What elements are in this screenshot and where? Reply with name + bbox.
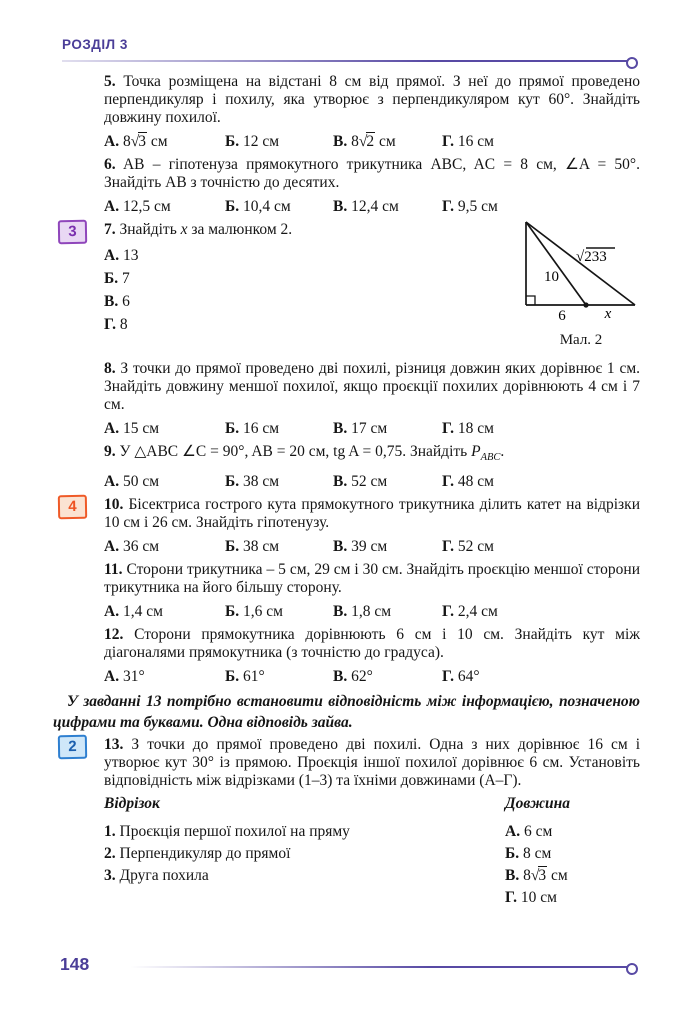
lengths-column (505, 795, 640, 909)
answer-option-v (333, 473, 442, 491)
option-value: 10 см (520, 889, 557, 907)
option-value: 38 см (243, 538, 280, 556)
answer-option-b (225, 473, 333, 491)
item-number: 3. (104, 867, 116, 885)
radicand: 233 (584, 249, 607, 265)
option-value: 52 см (457, 538, 494, 556)
length-option-a (505, 821, 640, 843)
hypotenuse-label (576, 249, 607, 265)
option-letter: А. (104, 603, 120, 621)
base-left-label: 6 (558, 308, 566, 322)
problem-11-options (104, 603, 640, 621)
length-option-g (505, 887, 640, 909)
option-value: 8 (351, 133, 359, 150)
option-letter: А. (104, 538, 120, 556)
footer-rule (130, 966, 628, 968)
page-content (53, 73, 640, 909)
problem-5-text (104, 73, 640, 127)
answer-option-b (225, 668, 333, 686)
option-letter: Г. (442, 473, 454, 491)
answer-option-g (442, 198, 498, 216)
option-value: 16 см (243, 420, 280, 437)
sqrt-symbol: √ (576, 249, 585, 265)
triangle-diagram (512, 212, 650, 322)
option-value: 64° (457, 668, 480, 686)
problem-number: 5. (104, 73, 116, 90)
option-letter: В. (104, 293, 119, 310)
answer-option-g (442, 420, 494, 438)
problem-12 (53, 626, 640, 686)
option-value: 15 см (122, 420, 160, 437)
problem-13-text (104, 736, 640, 790)
problem-11-text (104, 561, 640, 597)
option-value: 8 см (523, 845, 552, 863)
answer-option-g (442, 668, 480, 686)
problem-statement: Сторони трикутника – 5 см, 29 см і 30 см. Знайдіть проєкцію меншої сторони трикутника на його більшу сторону. (104, 561, 641, 597)
option-value: 12,5 см (122, 198, 171, 215)
answer-option-a (104, 473, 225, 491)
option-letter: А. (104, 133, 120, 150)
option-letter: Б. (104, 270, 119, 287)
problem-statement-end: . (500, 443, 505, 460)
problem-10-options (104, 538, 640, 556)
option-value: 50 см (122, 473, 160, 491)
option-value: 8 (523, 867, 531, 885)
problem-5-options (104, 133, 640, 151)
option-value: 8 (119, 316, 128, 333)
segment-item-1 (104, 821, 505, 843)
problem-statement: З точки до прямої проведено дві похилі. Одна з них дорівнює 16 см і утворює кут 30° із прямою. Проєкція іншої похилої дорівнює 6 см. Установіть відповідність між відрізками (1–3) та їхніми довжинами (А–Г). (104, 736, 641, 790)
option-value: 39 см (351, 538, 388, 556)
option-value: 2,4 см (457, 603, 498, 621)
sqrt-symbol: √ (130, 133, 139, 150)
option-value: 8 (122, 133, 131, 150)
option-unit: см (550, 867, 568, 885)
problem-number: 6. (104, 156, 116, 173)
segment-item-2 (104, 843, 505, 865)
option-letter: А. (104, 198, 120, 215)
option-letter: А. (104, 247, 120, 264)
option-letter: Г. (442, 668, 454, 686)
answer-option-v (333, 668, 442, 686)
problem-number: 11. (104, 561, 123, 579)
lengths-header: Довжина (505, 795, 570, 813)
option-value: 16 см (457, 133, 494, 150)
option-letter: В. (333, 198, 348, 215)
option-value: 48 см (457, 473, 494, 491)
radicand: 3 (538, 867, 547, 885)
option-letter: Г. (104, 316, 116, 333)
problem-statement: Сторони прямокутника дорівнюють 6 см і 10 см. Знайдіть кут між діагоналями прямокутника (з точністю до градуса). (104, 626, 640, 662)
answer-option-b (225, 538, 333, 556)
option-value: 12 см (243, 133, 280, 150)
item-text: Друга похила (119, 867, 209, 885)
option-value: 1,4 см (122, 603, 163, 621)
option-letter: Г. (442, 538, 454, 556)
option-value: 9,5 см (457, 198, 498, 215)
problem-9 (53, 443, 640, 491)
option-letter: Б. (225, 603, 240, 621)
problem-statement: Знайдіть (119, 221, 181, 238)
answer-option-a (104, 538, 225, 556)
sqrt-symbol: √ (358, 133, 367, 150)
option-letter: А. (104, 668, 120, 686)
answer-option-b (225, 603, 333, 621)
option-letter: А. (104, 473, 120, 491)
problem-statement: Точка розміщена на відстані 8 см від прямої. З неї до прямої проведено перпендикуляр і похилу, яка утворює з перпендикуляром кут 60°. Знайдіть довжину похилої. (104, 73, 640, 126)
answer-option-b (225, 198, 333, 216)
answer-option-a (104, 420, 225, 438)
option-unit: см (150, 133, 168, 150)
segment-item-3 (104, 865, 505, 887)
problem-number: 8. (104, 360, 116, 377)
option-letter: В. (333, 668, 348, 686)
problem-8-text (104, 360, 640, 414)
option-letter: В. (333, 603, 348, 621)
answer-option-a (104, 668, 225, 686)
base-right-label: x (604, 306, 612, 322)
length-option-b (505, 843, 640, 865)
problem-12-options (104, 668, 640, 686)
option-value: 6 (122, 293, 130, 310)
option-letter: Б. (225, 538, 240, 556)
option-letter: В. (333, 420, 348, 437)
problem-9-options (104, 473, 640, 491)
math-variable: x (180, 221, 188, 238)
option-letter: А. (505, 823, 521, 841)
option-value: 38 см (243, 473, 280, 491)
answer-option-v (333, 133, 442, 151)
option-letter: Б. (225, 198, 240, 215)
radical (131, 132, 147, 150)
radicand: 3 (138, 133, 146, 150)
cevian-length-label: 10 (544, 269, 559, 285)
length-option-v (505, 865, 640, 887)
option-value: 1,8 см (351, 603, 392, 621)
problem-8-options (104, 420, 640, 438)
radical (531, 866, 547, 884)
option-letter: Б. (225, 133, 240, 150)
option-letter: Б. (225, 420, 240, 437)
problem-11 (53, 561, 640, 621)
right-angle-mark (526, 296, 535, 305)
radicand: 2 (366, 133, 375, 150)
matching-section (53, 795, 640, 909)
option-letter: А. (104, 420, 120, 437)
footer-rule-endcap (626, 963, 638, 975)
segments-header: Відрізок (104, 795, 160, 813)
header-rule (62, 60, 628, 62)
option-letter: Г. (442, 603, 454, 621)
math-subscript: ABC (480, 452, 501, 464)
problem-number: 7. (104, 221, 116, 238)
foot-point-dot (583, 302, 588, 307)
option-value: 6 см (523, 823, 553, 841)
option-value: 7 (122, 270, 130, 287)
option-value: 18 см (457, 420, 494, 437)
problem-statement: за малюнком 2. (187, 221, 293, 238)
problem-10-text (104, 496, 640, 532)
option-value: 10,4 см (243, 198, 291, 215)
figure-caption: Мал. 2 (559, 332, 603, 348)
option-value: 17 см (351, 420, 388, 437)
option-letter: В. (333, 133, 348, 150)
margin-badge-3: 3 (58, 220, 87, 245)
problem-statement: У △ABC ∠C = 90°, AB = 20 см, tg A = 0,75. Знайдіть (119, 443, 472, 460)
problem-9-text (104, 443, 640, 467)
answer-option-b (225, 133, 333, 151)
option-value: 12,4 см (351, 198, 399, 215)
option-value: 52 см (351, 473, 388, 491)
option-letter: Г. (442, 133, 454, 150)
problem-10 (53, 496, 640, 556)
segments-column (104, 795, 505, 909)
item-text: Проєкція першої похилої на пряму (119, 823, 350, 841)
problem-statement: Бісектриса гострого кута прямокутного трикутника ділить катет на відрізки 10 см і 26 см. Знайдіть гіпотенузу. (104, 496, 640, 532)
answer-option-g (442, 473, 494, 491)
problem-statement: AB – гіпотенуза прямокутного трикутника ABC, AC = 8 см, ∠A = 50°. Знайдіть AB з точністю до десятих. (104, 156, 640, 191)
problem-statement: З точки до прямої проведено дві похилі, різниця довжин яких дорівнює 1 см. Знайдіть довжину меншої похилої, якщо проєкції похилих дорівнюють 4 см і 7 см. (104, 360, 641, 413)
option-letter: В. (333, 538, 348, 556)
margin-badge-4: 4 (58, 495, 87, 520)
option-letter: В. (505, 867, 520, 885)
problem-6-text (104, 156, 640, 192)
math-variable: P (471, 443, 481, 460)
answer-option-b (225, 420, 333, 438)
option-value: 13 (122, 247, 139, 264)
problem-number: 13. (104, 736, 124, 754)
problem-8 (53, 360, 640, 438)
option-value: 36 см (122, 538, 160, 556)
option-letter: Г. (442, 198, 454, 215)
problem-5 (53, 73, 640, 151)
option-letter: В. (333, 473, 348, 491)
answer-option-a (104, 603, 225, 621)
item-text: Перпендикуляр до прямої (119, 845, 291, 863)
sqrt-symbol: √ (530, 867, 539, 885)
answer-option-v (333, 198, 442, 216)
answer-option-a (104, 133, 225, 151)
header-rule-endcap (626, 57, 638, 69)
option-letter: Г. (442, 420, 454, 437)
answer-option-g (442, 538, 494, 556)
problem-number: 9. (104, 443, 116, 460)
chapter-heading: РОЗДІЛ 3 (62, 37, 128, 52)
figure-mal-2 (512, 212, 652, 349)
answer-option-v (333, 420, 442, 438)
item-number: 2. (104, 845, 116, 863)
answer-option-g (442, 133, 494, 151)
answer-option-v (333, 603, 442, 621)
problem-13 (53, 736, 640, 790)
problem-number: 12. (104, 626, 124, 644)
option-letter: Б. (225, 668, 240, 686)
problem-6 (53, 156, 640, 216)
option-unit: см (378, 133, 396, 150)
option-letter: Б. (505, 845, 520, 863)
option-value: 62° (351, 668, 373, 686)
option-value: 1,6 см (243, 603, 283, 621)
matching-instruction-note: У завданні 13 потрібно встановити відповідність між інформацією, позначеною цифрами та буквами. Одна відповідь зайва. (53, 693, 640, 732)
item-number: 1. (104, 823, 116, 841)
answer-option-g (442, 603, 498, 621)
option-letter: Б. (225, 473, 240, 491)
problem-12-text (104, 626, 640, 662)
option-value: 31° (122, 668, 145, 686)
option-letter: Г. (505, 889, 517, 907)
margin-badge-2: 2 (58, 735, 87, 760)
option-value: 61° (243, 668, 265, 686)
answer-option-v (333, 538, 442, 556)
radical (359, 132, 375, 150)
answer-option-a (104, 198, 225, 216)
problem-number: 10. (104, 496, 124, 514)
page-number: 148 (60, 954, 90, 974)
